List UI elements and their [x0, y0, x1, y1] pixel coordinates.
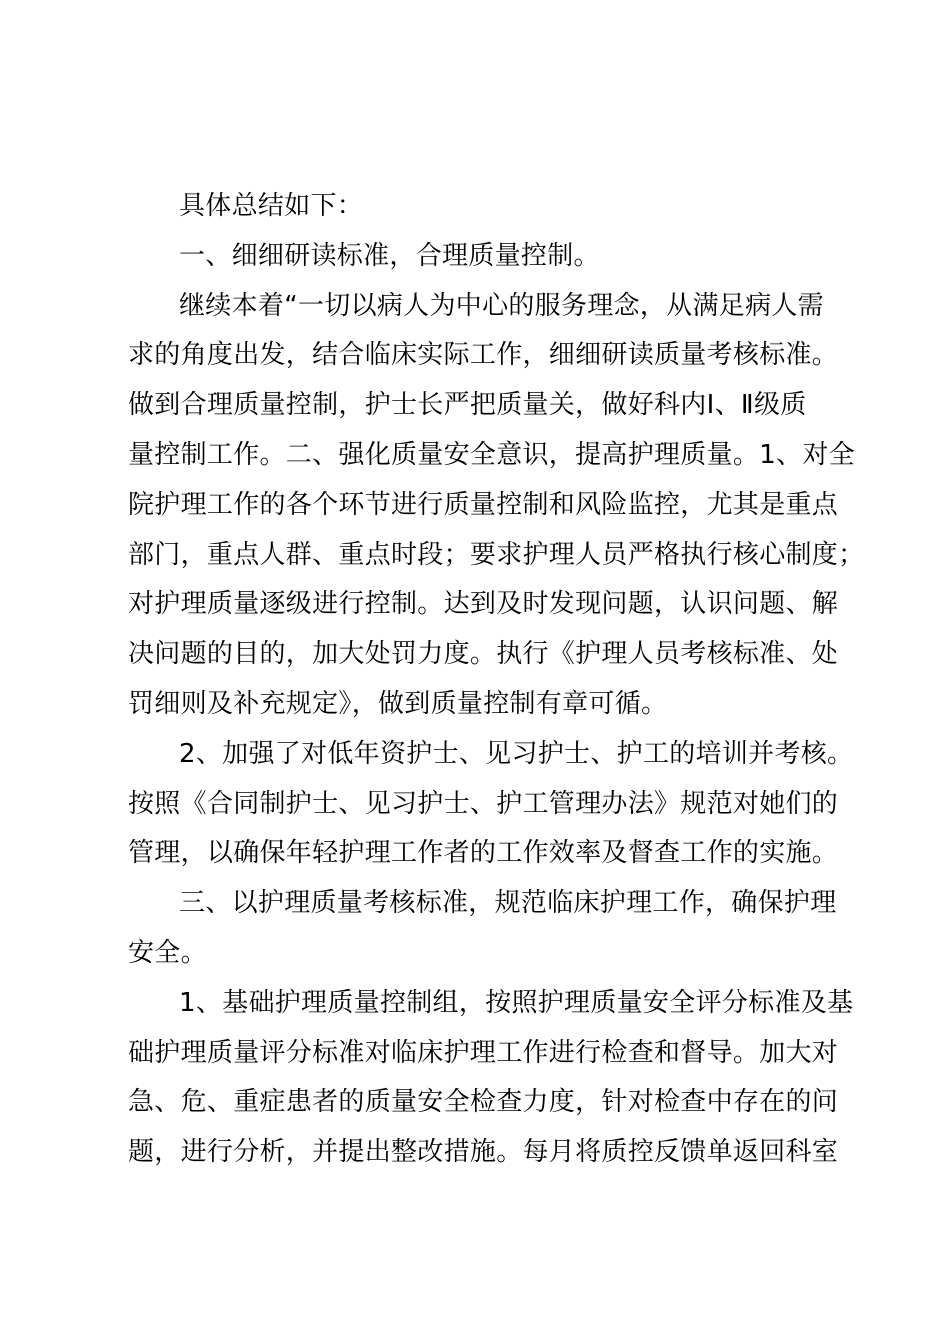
- text-line: 急、危、重症患者的质量安全检查力度，针对检查中存在的问: [128, 1087, 839, 1118]
- text-line: 院护理工作的各个环节进行质量控制和风险监控，尤其是重点: [128, 489, 839, 520]
- text-line: 2、加强了对低年资护士、见习护士、护工的培训并考核。: [179, 738, 854, 769]
- section-heading: 安全。: [128, 937, 207, 968]
- section-heading: 三、以护理质量考核标准，规范临床护理工作，确保护理: [179, 888, 837, 919]
- text-line: 具体总结如下：: [179, 191, 364, 221]
- document-body: [128, 182, 865, 1178]
- text-line: 量控制工作。二、强化质量安全意识，提高护理质量。1、对全: [128, 439, 855, 470]
- text-line: 础护理质量评分标准对临床护理工作进行检查和督导。加大对: [128, 1037, 839, 1068]
- section-heading: 一、细细研读标准，合理质量控制。: [179, 240, 600, 271]
- text-line: 按照《合同制护士、见习护士、护工管理办法》规范对她们的: [128, 788, 839, 819]
- text-line: 继续本着“一切以病人为中心的服务理念，从满足病人需: [179, 290, 824, 321]
- text-line: 做到合理质量控制，护士长严把质量关，做好科内Ⅰ、Ⅱ级质: [128, 390, 807, 421]
- text-line: 决问题的目的，加大处罚力度。执行《护理人员考核标准、处: [128, 639, 839, 670]
- text-line: 对护理质量逐级进行控制。达到及时发现问题，认识问题、解: [128, 589, 839, 620]
- text-line: 题，进行分析，并提出整改措施。每月将质控反馈单返回科室: [128, 1137, 839, 1168]
- text-line: 罚细则及补充规定》，做到质量控制有章可循。: [128, 688, 668, 719]
- text-line: 部门，重点人群、重点时段；要求护理人员严格执行核心制度；: [128, 539, 865, 570]
- text-line: 求的角度出发，结合临床实际工作，细细研读质量考核标准。: [128, 340, 839, 371]
- text-line: 1、基础护理质量控制组，按照护理质量安全评分标准及基: [179, 987, 854, 1018]
- text-line: 管理，以确保年轻护理工作者的工作效率及督查工作的实施。: [128, 838, 839, 869]
